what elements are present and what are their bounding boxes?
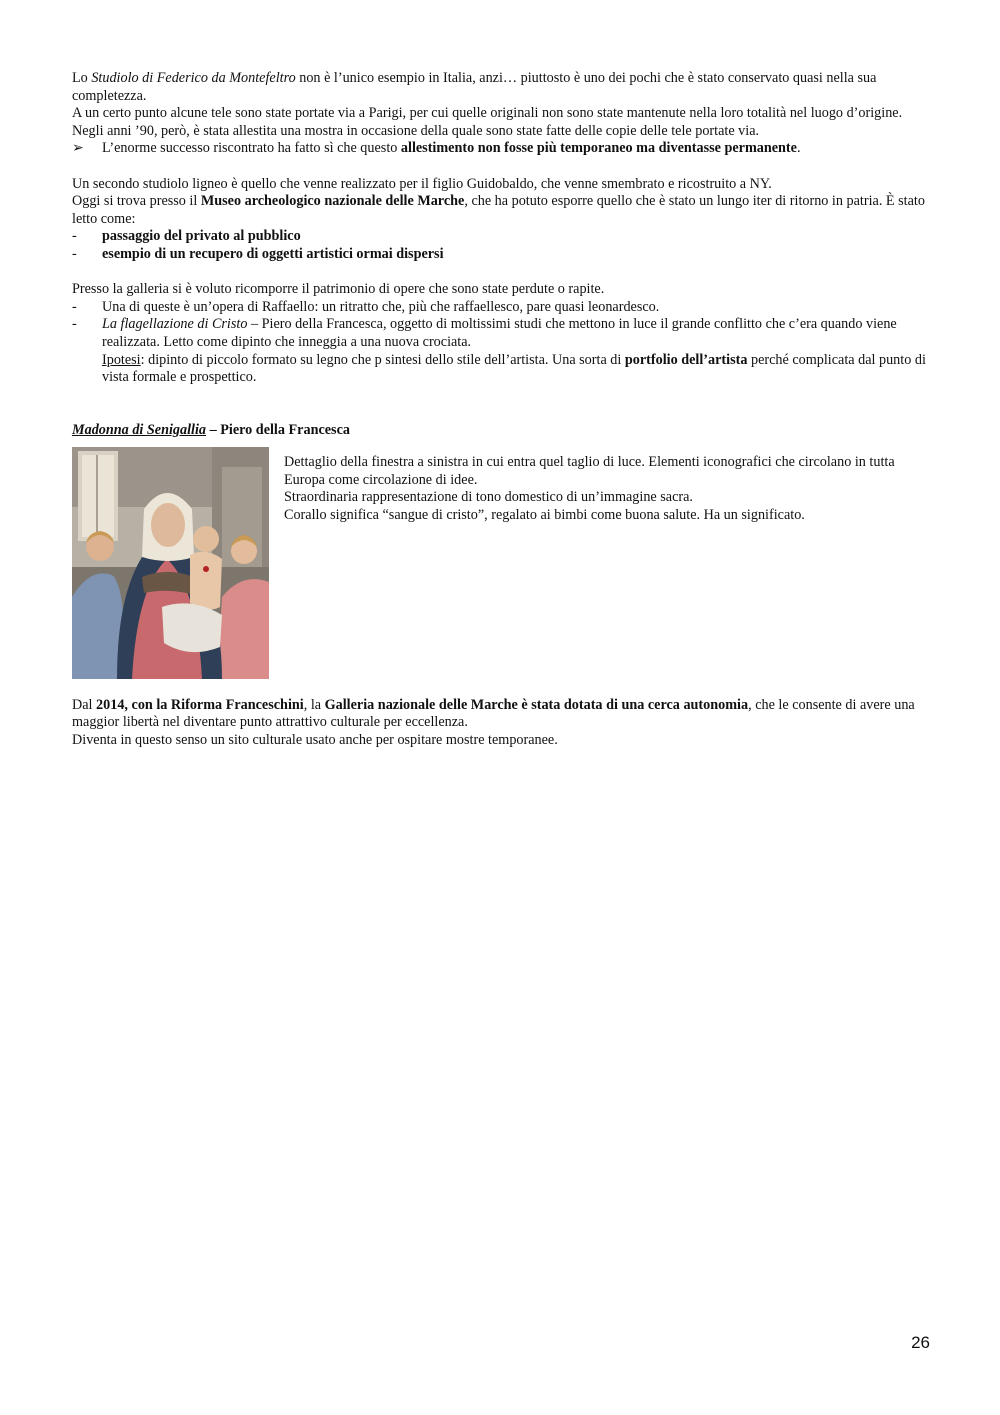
arrow-bullet-icon: ➢ [72, 140, 84, 157]
list-item: - passaggio del privato al pubblico [72, 228, 301, 245]
section-heading: Madonna di Senigallia – Piero della Francesca [72, 421, 350, 438]
list-item: - esempio di un recupero di oggetti artistici ormai dispersi [72, 245, 444, 262]
paragraph-riforma: Dal 2014, con la Riforma Franceschini, la Galleria nazionale delle Marche è stata dotata di una cerca autonomia, che le consente di avere una maggior libertà nel diventare punto attrattivo culturale per eccellenza. [72, 696, 915, 731]
paragraph-museo: Oggi si trova presso il Museo archeologico nazionale delle Marche, che ha potuto esporre quello che è stato un lungo iter di ritorno in patria. È stato letto come: [72, 193, 925, 227]
dash-bullet: - [72, 298, 77, 315]
paragraph-mostre: Diventa in questo senso un sito culturale usato anche per ospitare mostre temporanee. [72, 732, 558, 749]
dash-bullet: - [72, 245, 77, 262]
document-page [72, 70, 934, 750]
paragraph-studiolo: Lo Studiolo di Federico da Montefeltro non è l’unico esempio in Italia, anzi… piuttosto è uno dei pochi che è stato conservato quasi nella sua completezza. [72, 70, 877, 104]
ipotesi-label: Ipotesi [102, 351, 141, 368]
madonna-di-senigallia-painting [72, 447, 269, 679]
dash-bullet: - [72, 228, 77, 245]
studiolo-title: Studiolo di Federico da Montefeltro [91, 70, 296, 86]
list-item: - Una di queste è un’opera di Raffaello: un ritratto che, più che raffaellesco, pare quasi leonardesco. [72, 298, 660, 315]
painting-description: Dettaglio della finestra a sinistra in cui entra quel taglio di luce. Elementi iconografici che circolano in tutta Europa come circolazione di idee. Straordinaria rappresentazione di tono domestico di un’immagine sacra. Corallo significa “sangue di cristo”, regalato ai bimbi come buona salute. Ha un significato. [284, 454, 895, 524]
dash-bullet: - [72, 316, 77, 333]
paragraph-parigi: A un certo punto alcune tele sono state portate via a Parigi, per cui quelle originali non sono state mantenute nella loro totalità nel luogo d’origine. Negli anni ’90, però, è stata allestita una mostra in occasione della quale sono state fatte delle copie delle tele portate via. [72, 105, 903, 139]
paragraph-galleria: Presso la galleria si è voluto ricomporre il patrimonio di opere che sono state perdute o rapite. [72, 281, 605, 298]
painting-section [72, 447, 934, 679]
paragraph-guidobaldo: Un secondo studiolo ligneo è quello che venne realizzato per il figlio Guidobaldo, che venne smembrato e ricostruito a NY. [72, 175, 772, 192]
list-item: - La flagellazione di Cristo – Piero della Francesca, oggetto di moltissimi studi che mettono in luce il grande conflitto che c’era quando viene realizzata. Letto come dipinto che inneggia a una nuova crociata. Ipotesi: dipinto di piccolo formato su legno che p sintesi dello stile dell’artista. Una sorta di portfolio dell’artista perché complicata dal punto di vista formale e prospettico. [72, 316, 926, 386]
page-number: 26 [911, 1333, 930, 1352]
arrow-bullet-item: ➢ L’enorme successo riscontrato ha fatto sì che questo allestimento non fosse più temporaneo ma diventasse permanente. [72, 140, 801, 157]
